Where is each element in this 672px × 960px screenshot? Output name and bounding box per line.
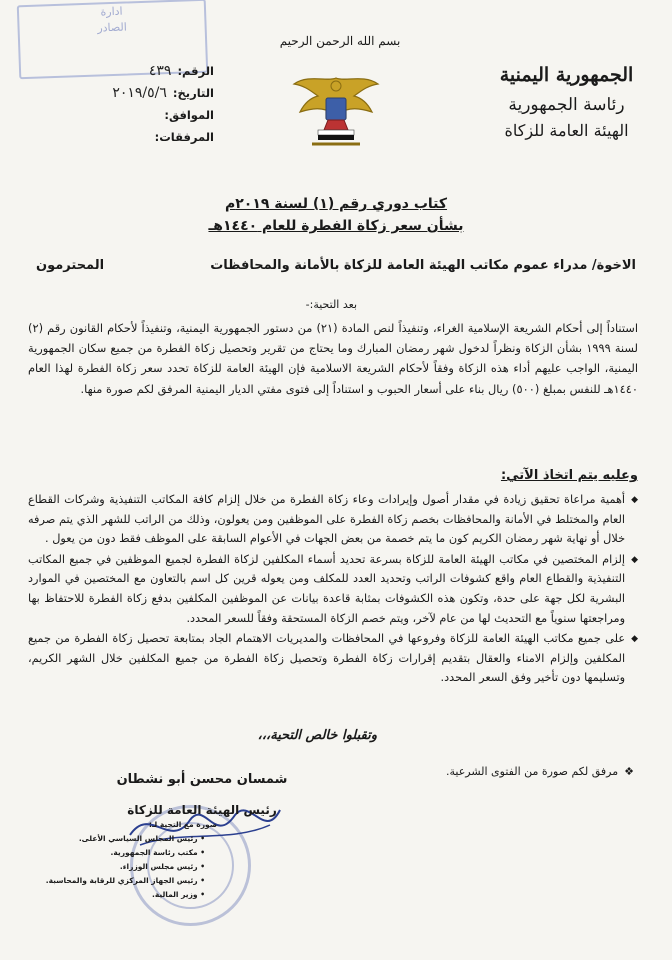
basmala: بسم الله الرحمن الرحيم [279,34,401,48]
greeting: بعد التحية:- [305,298,357,311]
title-line-1: كتاب دوري رقم (١) لسنة ٢٠١٩م [224,196,448,212]
list-item [28,550,638,628]
number-value: ٤٣٩ [148,63,172,79]
yemen-eagle-emblem-icon [288,60,384,156]
attachments-label: المرفقات: [154,130,214,144]
closing-line: وتقبلوا خالص التحية،،، [257,728,377,743]
corresponding-label: الموافق: [164,108,214,122]
number-label: الرقم: [177,64,214,78]
attachment-text: مرفق لكم صورة من الفتوى الشرعية. [445,765,619,778]
authority-name: الهيئة العامة للزكاة [504,121,629,140]
body-paragraph: استناداً إلى أحكام الشريعة الإسلامية الغراء، وتنفيذاً لنص المادة (٢١) من دستور الجمهورية اليمنية، وتنفيذاً لأحكام القانون رقم (٢) لسنة ١٩٩٩ بشأن الزكاة ونظراً لدخول شهر رمضان المبارك وما يحتاج من تقرير وتحصيل زكاة الفطرة من جميع سكان الجمهورية اليمنية، الواجب عليهم أداء هذه الزكاة وفقاً لأحكام الشريعة الاسلامية فإن الهيئة العامة للزكاة تحدد سعر زكاة الفطرة لهذا العام ١٤٤٠هـ للنفس بمبلغ (٥٠٠) ريال بناء على أسعار الحبوب و استناداً إلى فتوى مفتي الديار اليمنية المرفق لكم صورة منها. [28,321,638,396]
item-text: إلزام المختصين في مكاتب الهيئة العامة للزكاة بسرعة تحديد أسماء المكلفين لزكاة الفطرة لجميع الموظفين في جميع المكاتب التنفيذية والقطاع العام واقع كشوفات الراتب وتحديد العدد للمكلف ومن يعوله قرين كل اسم بالتعاون مع المختصين في الموارد البشرية لكل جهة على حدة، وتكون هذه الكشوفات بمثابة قاعدة بيانات عن الموظفين المكلفين بدفع زكاة الفطرة للاحتفاظ بها ومراجعتها سنوياً مع التحديث لها من عام لآخر، ويتم خصم الزكاة المستحقة وفقاً للسعر المحدد. [28,552,626,625]
letter-title [0,193,672,237]
attachment-bullet-icon: ❖ [624,765,634,778]
resolve-heading: وعليه يتم اتخاذ الآتي: [500,468,638,483]
signature-block [112,765,292,825]
title-line-2: بشأن سعر زكاة الفطرة للعام ١٤٤٠هـ [208,218,464,234]
cc-recipient: • رئيس مجلس الوزراء. [17,860,205,874]
cc-heading: صورة مع التحية لـ: [148,820,217,829]
item-text: على جميع مكاتب الهيئة العامة للزكاة وفروعها في المحافظات والمديريات الاهتمام الجاد بمتابعة تحصيل زكاة الفطرة من جميع المكلفين وإلزام الامناء والعقال بتقديم إقرارات زكاة الفطرة وتحصيل زكاة الفطرة من جميع المكلفين خلال الشهر الكريم، وتسليمها دون تأخير وفق السعر المحدد. [28,632,626,685]
presidency-name: رئاسة الجمهورية [508,95,625,115]
addressee-honorific: المحترمون [36,258,105,273]
cc-recipient: • وزير المالية. [17,888,205,902]
list-item [28,490,638,549]
stamp-line-2: الصادر [97,20,128,35]
letter-meta [24,60,214,148]
cc-recipient: • مكتب رئاسة الجمهورية. [17,846,205,860]
cc-recipient: • رئيس الجهاز المركزي للرقابة والمحاسبة. [17,874,205,888]
letterhead-right [479,60,654,142]
signatory-title: رئيس الهيئة العامة للزكاة [127,803,277,817]
cc-recipient: • رئيس المجلس السياسي الأعلى. [17,832,205,846]
addressee [36,258,636,273]
stamp-line-1: ادارة [100,4,123,19]
date-label: التاريخ: [172,86,214,100]
date-value: ٢٠١٩/٥/٦ [112,85,167,101]
attachment-note [446,765,634,778]
item-text: أهمية مراعاة تحقيق زيادة في مقدار أصول وإيرادات وعاء زكاة الفطرة من خلال إلزام كافة المكاتب التنفيذية وشركات القطاع العام والمختلط في الأمانة والمحافظات بخصم زكاة الفطرة على الموظفين ومن يعولون، وذلك من الراتب للشهر الذي يتم صرفه خلال أو نهاية شهر رمضان الكريم كون ما يتم خصمة من بعض الجهات في الأعوام السابقة على الموظف فقط دون من يعول . [28,493,626,546]
signatory-name: شمسان محسن أبو نشطان [116,772,288,787]
bullet-icon: ◆ [631,554,638,565]
country-name: الجمهورية اليمنية [499,64,634,86]
cc-list [17,818,217,902]
bullet-icon: ◆ [631,634,638,645]
list-item [28,629,638,688]
bullet-icon: ◆ [631,495,638,505]
directives-list [28,490,638,689]
addressee-to: الاخوة/ مدراء عموم مكاتب الهيئة العامة للزكاة بالأمانة والمحافظات [210,258,636,273]
